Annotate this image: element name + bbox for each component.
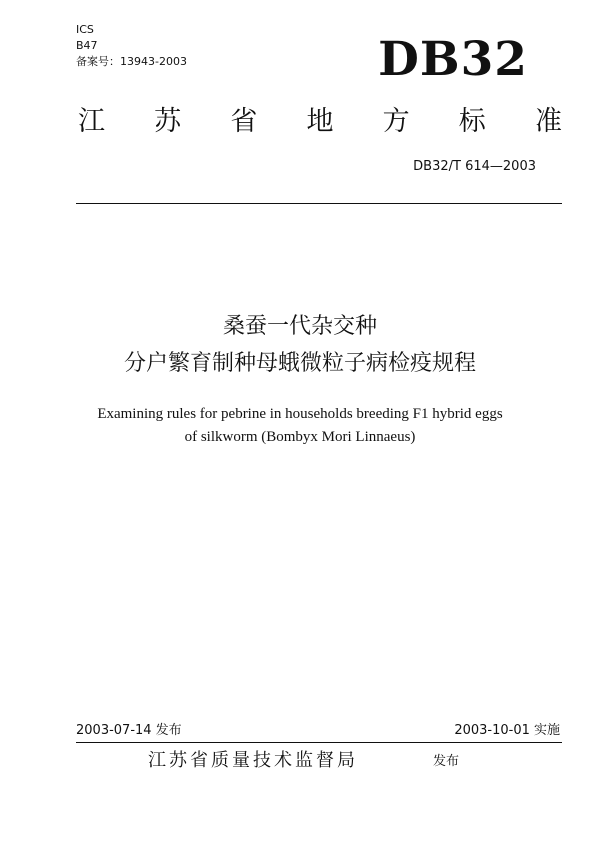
- standard-type-char: 方: [382, 106, 410, 137]
- standard-type-char: 标: [458, 106, 486, 137]
- title-cn-line-1: 桑蚕一代杂交种: [222, 314, 377, 339]
- ccs-code: B47: [76, 39, 98, 52]
- implement-date: 2003-10-01 实施: [454, 723, 560, 738]
- issue-date: 2003-07-14 发布: [76, 723, 182, 738]
- record-number: 备案号：13943-2003: [76, 55, 187, 68]
- title-cn-line-2: 分户繁育制种母蛾微粒子病检疫规程: [123, 351, 476, 376]
- standard-type-char: 苏: [154, 106, 182, 137]
- standard-type-char: 江: [78, 106, 105, 137]
- title-en-line-2: of silkworm (Bombyx Mori Linnaeus): [184, 429, 416, 445]
- standard-type: [78, 102, 562, 142]
- standard-type-char: 地: [306, 106, 334, 137]
- standard-number: DB32/T 614—2003: [413, 159, 536, 174]
- issuer-suffix: 发布: [433, 754, 460, 769]
- header-divider: [76, 203, 562, 204]
- issuer-name: 江苏省质量技术监督局: [148, 750, 358, 771]
- standard-type-char: 省: [230, 106, 258, 137]
- db32-logo: DB32: [378, 32, 528, 87]
- ics-code: ICS: [76, 23, 94, 36]
- standard-type-char: 准: [534, 106, 562, 137]
- footer-divider: [76, 742, 562, 743]
- title-en-line-1: Examining rules for pebrine in households breeding F1 hybrid eggs: [97, 406, 503, 422]
